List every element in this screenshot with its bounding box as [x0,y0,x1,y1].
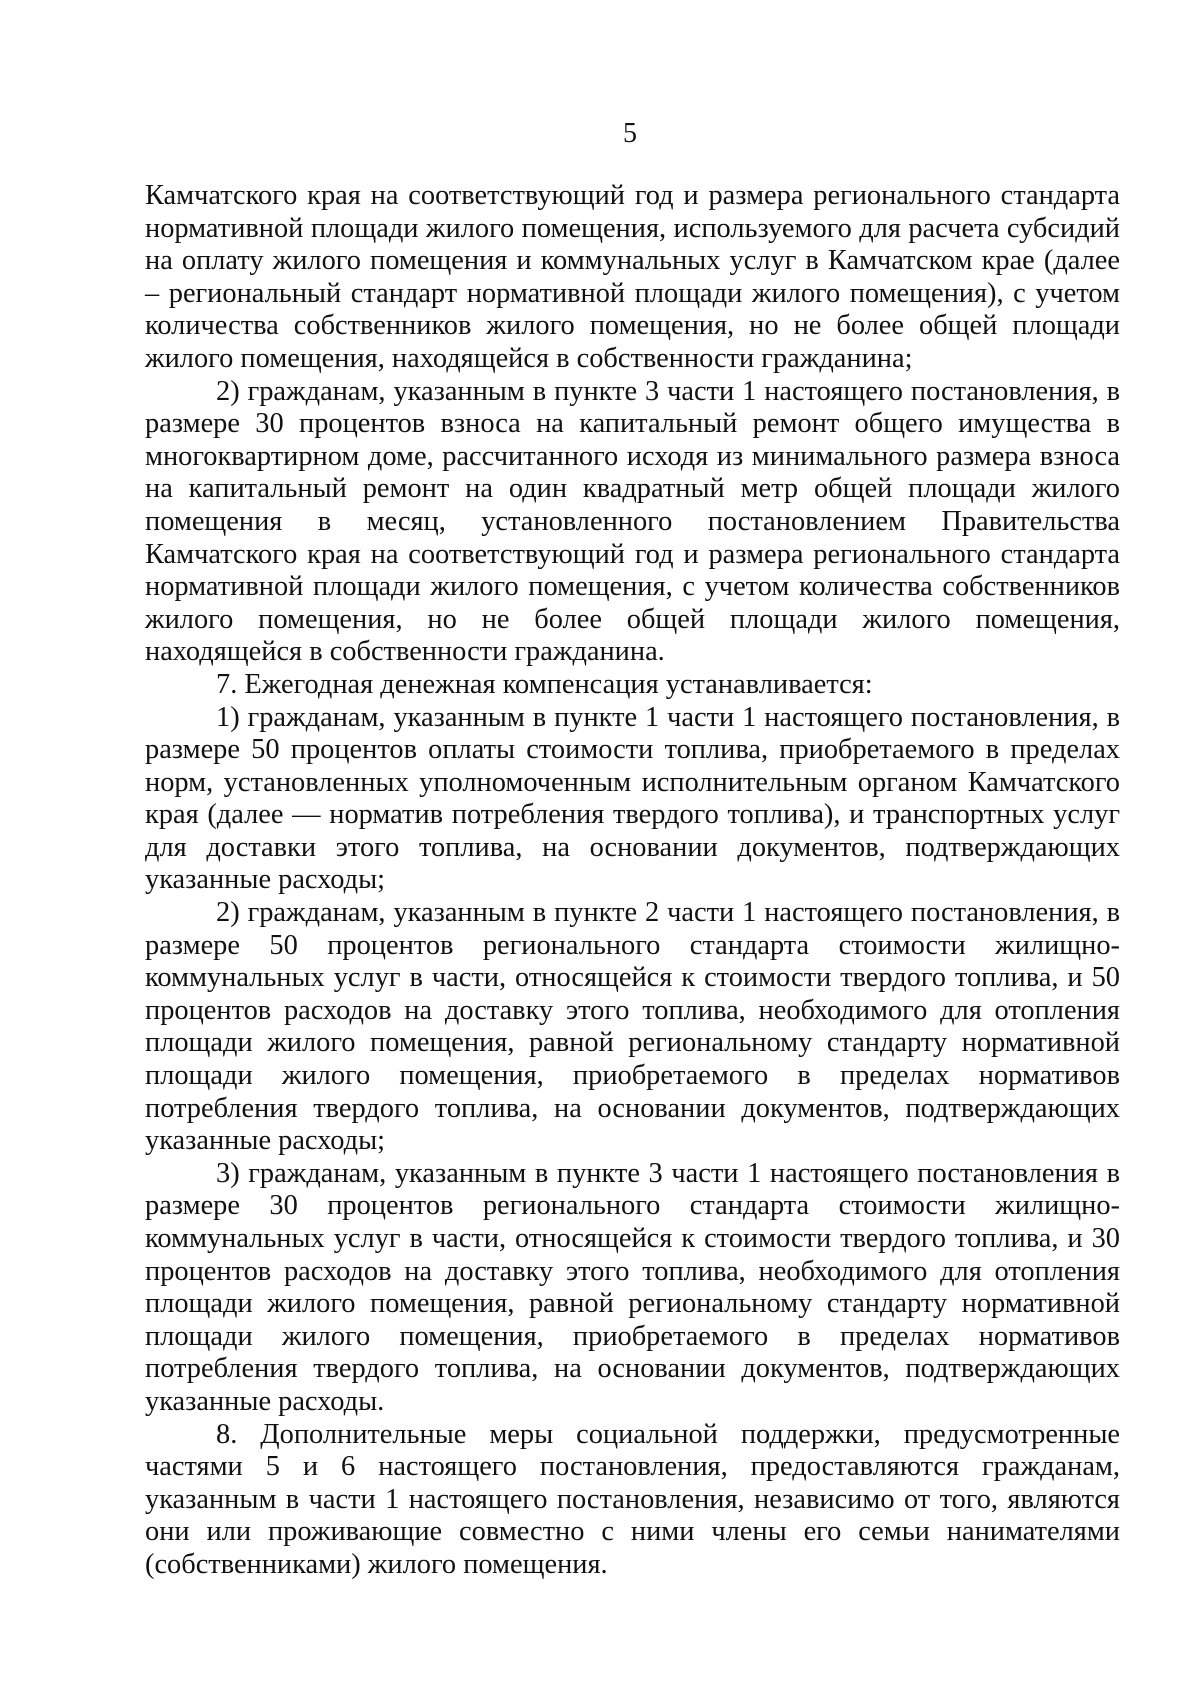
document-body [145,180,1120,1582]
paragraph-section-8: 8. Дополнительные меры социальной поддержки, предусмотренные частями 5 и 6 настоящего постановления, предоставляются гражданам, указанным в части 1 настоящего постановления, независимо от того, являются они или проживающие совместно с ними члены его семьи нанимателями (собственниками) жилого помещения. [145,1418,1120,1580]
paragraph-section-7: 7. Ежегодная денежная компенсация устанавливается: [216,668,873,700]
paragraph-item-2-capital-repair: 2) гражданам, указанным в пункте 3 части 1 настоящего постановления, в размере 30 процентов взноса на капитальный ремонт общего имущества в многоквартирном доме, рассчитанного исходя из минимального размера взноса на капитальный ремонт на один квадратный метр общей площади жилого помещения в месяц, установленного постановлением Правительства Камчатского края на соответствующий год и размера регионального стандарта нормативной площади жилого помещения, с учетом количества собственников жилого помещения, но не более общей площади жилого помещения, находящейся в собственности гражданина. [145,375,1120,668]
paragraph-item-3-fuel: 3) гражданам, указанным в пункте 3 части 1 настоящего постановления в размере 30 процентов регионального стандарта стоимости жилищно-коммунальных услуг в части, относящейся к стоимости твердого топлива, и 30 процентов расходов на доставку этого топлива, необходимого для отопления площади жилого помещения, равной региональному стандарту нормативной площади жилого помещения, приобретаемого в пределах нормативов потребления твердого топлива, на основании документов, подтверждающих указанные расходы. [145,1157,1120,1417]
paragraph-item-2-fuel: 2) гражданам, указанным в пункте 2 части 1 настоящего постановления, в размере 50 процентов регионального стандарта стоимости жилищно-коммунальных услуг в части, относящейся к стоимости твердого топлива, и 50 процентов расходов на доставку этого топлива, необходимого для отопления площади жилого помещения, равной региональному стандарту нормативной площади жилого помещения, приобретаемого в пределах нормативов потребления твердого топлива, на основании документов, подтверждающих указанные расходы; [145,897,1120,1157]
paragraph-continuation: Камчатского края на соответствующий год и размера регионального стандарта нормативной площади жилого помещения, используемого для расчета субсидий на оплату жилого помещения и коммунальных услуг в Камчатском крае (далее – региональный стандарт нормативной площади жилого помещения), с учетом количества собственников жилого помещения, но не более общей площади жилого помещения, находящейся в собственности гражданина; [145,180,1120,374]
page-number: 5 [623,118,637,149]
paragraph-item-1-fuel: 1) гражданам, указанным в пункте 1 части 1 настоящего постановления, в размере 50 процентов оплаты стоимости топлива, приобретаемого в пределах норм, установленных уполномоченным исполнительным органом Камчатского края (далее — норматив потребления твердого топлива), и транспортных услуг для доставки этого топлива, на основании документов, подтверждающих указанные расходы; [145,701,1120,896]
